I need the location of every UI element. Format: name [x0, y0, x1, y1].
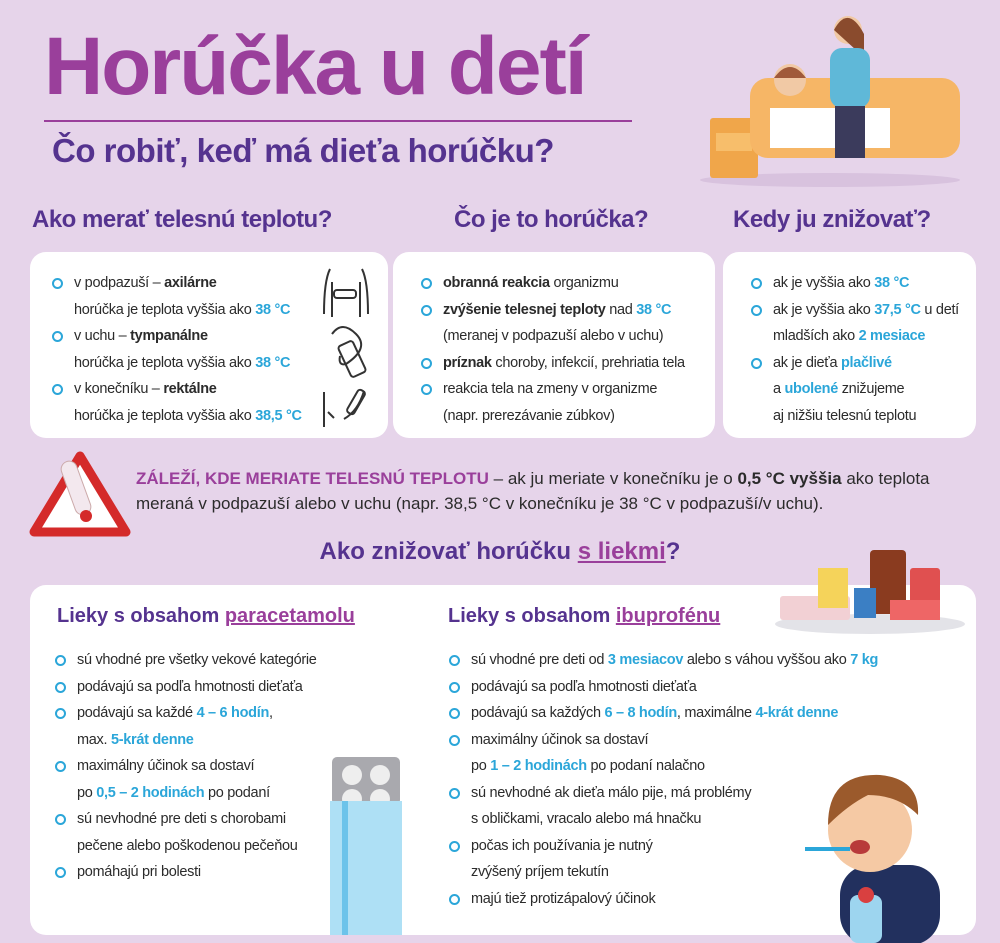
bullet-circle-icon [52, 384, 63, 395]
list-item-line [52, 297, 302, 324]
highlight-value: 1 – 2 hodinách [490, 758, 587, 774]
list-item [751, 270, 959, 297]
highlight-value: 38 °C [636, 301, 672, 318]
paracetamol-heading [57, 605, 355, 628]
paracetamol-list [55, 647, 317, 886]
warning-thermometer-icon [28, 448, 132, 540]
bold-term: rektálne [163, 381, 217, 397]
measure-card [30, 252, 388, 438]
text-segment: s obličkami, vracalo alebo má hnačku [471, 811, 702, 827]
highlight-value: 2 mesiace [858, 328, 926, 344]
page-subtitle: Čo robiť, keď má dieťa horúčku? [52, 132, 554, 169]
text-segment: aj nižšiu telesnú teplotu [773, 407, 917, 424]
text-segment: pečene alebo poškodenou pečeňou [77, 837, 298, 854]
text-segment: v konečníku – [74, 381, 164, 397]
list-item-line [52, 323, 302, 350]
list-item-line [55, 806, 317, 833]
section-heading-measure: Ako merať telesnú teplotu? [32, 206, 332, 233]
bold-term: tympanálne [130, 328, 208, 344]
list-item-line [449, 700, 878, 727]
medicine-bottles-illustration [770, 538, 970, 638]
list-item-line [55, 647, 317, 674]
list-item [55, 700, 317, 753]
list-item [449, 674, 878, 701]
list-item [421, 350, 685, 377]
list-item [52, 323, 302, 376]
text-segment: majú tiež protizápalový účinok [471, 890, 656, 907]
list-item-line [421, 376, 685, 403]
bullet-circle-icon [421, 358, 432, 369]
text-segment: u detí [920, 301, 959, 318]
text-segment: sú nevhodné ak dieťa málo pije, má problémy [471, 784, 752, 801]
text-segment: ak je dieťa [773, 354, 841, 371]
text-segment: horúčka je teplota vyššia ako [74, 407, 256, 424]
bullet-circle-icon [449, 894, 460, 905]
list-item-line [751, 376, 959, 403]
highlight-value: 3 mesiacov [607, 652, 684, 668]
highlight-value: 0,5 – 2 hodinách [96, 784, 205, 801]
list-item-line [55, 753, 317, 780]
text-segment: po podaní nalačno [586, 758, 705, 774]
list-item [751, 297, 959, 350]
warning-text-part: ako teplota meraná v podpazuší alebo v uchu (napr. 38,5 °C v konečníku je 38 °C v podpazuší/v uchu). [136, 469, 930, 513]
page-title: Horúčka u detí [44, 21, 586, 112]
text-segment: ak je vyššia ako [773, 301, 875, 318]
list-item [55, 753, 317, 806]
bullet-circle-icon [751, 278, 762, 289]
ibuprofen-link: ibuprofénu [615, 605, 721, 627]
pill-blister-illustration [320, 755, 412, 935]
highlight-value: ubolené [784, 381, 838, 397]
text-segment: a [773, 381, 785, 397]
warning-text-part: – ak ju meriate v konečníku je o [488, 469, 738, 488]
highlight-value: 6 – 8 hodín [604, 705, 677, 721]
text-segment: nad [605, 301, 637, 318]
section-heading-what: Čo je to horúčka? [454, 206, 649, 233]
text-segment: podávajú sa podľa hmotnosti dieťaťa [471, 678, 697, 695]
highlight-value: 5-krát denne [110, 731, 194, 748]
highlight-value: 38 °C [255, 301, 291, 318]
list-item [52, 376, 302, 429]
medication-heading-link: s liekmi [577, 538, 666, 565]
bullet-circle-icon [751, 358, 762, 369]
text-segment: horúčka je teplota vyššia ako [74, 301, 256, 318]
text-segment: v uchu – [74, 328, 131, 344]
list-item-line [52, 350, 302, 377]
mother-child-illustration [690, 8, 970, 188]
text-segment: reakcia tela na zmeny v organizme [443, 381, 658, 397]
text-segment: alebo s váhou vyššou ako [683, 652, 851, 668]
text-segment: podávajú sa podľa hmotnosti dieťaťa [77, 678, 303, 695]
when-card [723, 252, 976, 438]
bullet-circle-icon [421, 384, 432, 395]
sick-boy-illustration [800, 755, 950, 943]
text-segment: sú nevhodné pre deti s chorobami [77, 811, 286, 827]
list-item [55, 859, 317, 886]
list-item-line [421, 297, 685, 324]
list-item [449, 647, 878, 674]
text-segment: znižujeme [838, 381, 905, 397]
list-item-line [751, 297, 959, 324]
text-segment: po [471, 758, 491, 774]
list-item-line [55, 700, 317, 727]
paracetamol-link: paracetamolu [224, 605, 355, 627]
bullet-circle-icon [449, 655, 460, 666]
bullet-circle-icon [421, 278, 432, 289]
list-item-line [52, 270, 302, 297]
text-segment: maximálny účinok sa dostaví [471, 731, 649, 748]
list-item-line [55, 780, 317, 807]
text-segment: v podpazuší – [74, 275, 165, 291]
bullet-circle-icon [751, 305, 762, 316]
bullet-circle-icon [55, 682, 66, 693]
text-segment: , maximálne [676, 705, 756, 721]
measure-list [52, 270, 302, 429]
warning-lead: ZÁLEŽÍ, KDE MERIATE TELESNÚ TEPLOTU [136, 469, 489, 488]
list-item [421, 270, 685, 297]
text-segment: max. [77, 731, 111, 748]
bullet-circle-icon [449, 788, 460, 799]
warning-text [136, 466, 986, 516]
text-segment: (napr. prerezávanie zúbkov) [443, 407, 615, 424]
highlight-value: 37,5 °C [874, 301, 921, 318]
text-segment: maximálny účinok sa dostaví [77, 758, 255, 774]
medication-heading-text: ? [665, 538, 681, 565]
list-item-line [449, 647, 878, 674]
bullet-circle-icon [449, 841, 460, 852]
bullet-circle-icon [52, 278, 63, 289]
text-segment: podávajú sa každých [471, 705, 605, 721]
highlight-value: 4-krát denne [755, 705, 839, 721]
ibuprofen-heading-text: Lieky s obsahom [448, 605, 616, 627]
section-heading-when: Kedy ju znižovať? [733, 206, 931, 233]
text-segment: mladších ako [773, 328, 859, 344]
list-item-line [55, 833, 317, 860]
paracetamol-heading-text: Lieky s obsahom [57, 605, 225, 627]
highlight-value: 38,5 °C [255, 407, 302, 424]
warning-bold: 0,5 °C vyššia [737, 469, 842, 488]
list-item-line [55, 674, 317, 701]
title-divider [44, 120, 632, 122]
list-item-line [421, 403, 685, 430]
bullet-circle-icon [55, 708, 66, 719]
list-item [449, 700, 878, 727]
measurement-sites-icon [318, 264, 374, 430]
list-item [55, 806, 317, 859]
medication-heading-text: Ako znižovať horúčku [319, 538, 578, 565]
highlight-value: 38 °C [874, 275, 910, 291]
bullet-circle-icon [449, 708, 460, 719]
text-segment: ak je vyššia ako [773, 275, 875, 291]
text-segment: choroby, infekcií, prehriatia tela [491, 354, 685, 371]
list-item-line [449, 727, 878, 754]
text-segment: pomáhajú pri bolesti [77, 864, 201, 880]
text-segment: po [77, 784, 97, 801]
list-item-line [751, 270, 959, 297]
text-segment: horúčka je teplota vyššia ako [74, 354, 256, 371]
list-item-line [52, 403, 302, 430]
list-item-line [55, 727, 317, 754]
list-item-line [449, 674, 878, 701]
bullet-circle-icon [421, 305, 432, 316]
text-segment: (meranej v podpazuší alebo v uchu) [443, 328, 664, 344]
list-item-line [751, 323, 959, 350]
text-segment: podávajú sa každé [77, 705, 197, 721]
bullet-circle-icon [449, 682, 460, 693]
bold-term: axilárne [164, 275, 217, 291]
bold-term: príznak [443, 354, 492, 371]
when-list [751, 270, 959, 429]
text-segment: zvýšený príjem tekutín [471, 864, 609, 880]
bold-term: obranná reakcia [443, 275, 550, 291]
bullet-circle-icon [55, 814, 66, 825]
text-segment: sú vhodné pre deti od [471, 652, 608, 668]
list-item [421, 376, 685, 429]
text-segment: , [269, 705, 273, 721]
bullet-circle-icon [52, 331, 63, 342]
bullet-circle-icon [55, 867, 66, 878]
list-item [52, 270, 302, 323]
highlight-value: 4 – 6 hodín [196, 705, 269, 721]
bullet-circle-icon [449, 735, 460, 746]
highlight-value: 38 °C [255, 354, 291, 371]
bold-term: zvýšenie telesnej teploty [443, 301, 606, 318]
highlight-value: 7 kg [850, 652, 879, 668]
list-item [55, 647, 317, 674]
highlight-value: plačlivé [840, 354, 892, 371]
text-segment: počas ich používania je nutný [471, 837, 653, 854]
list-item-line [421, 270, 685, 297]
bullet-circle-icon [55, 655, 66, 666]
list-item [751, 350, 959, 430]
ibuprofen-heading [448, 605, 720, 628]
bullet-circle-icon [55, 761, 66, 772]
what-card [393, 252, 715, 438]
list-item [421, 297, 685, 350]
list-item-line [421, 350, 685, 377]
list-item-line [751, 350, 959, 377]
list-item [55, 674, 317, 701]
text-segment: po podaní [204, 784, 270, 801]
what-list [421, 270, 685, 429]
text-segment: sú vhodné pre všetky vekové kategórie [77, 652, 317, 668]
list-item-line [751, 403, 959, 430]
text-segment: organizmu [549, 275, 619, 291]
list-item-line [421, 323, 685, 350]
list-item-line [55, 859, 317, 886]
list-item-line [52, 376, 302, 403]
